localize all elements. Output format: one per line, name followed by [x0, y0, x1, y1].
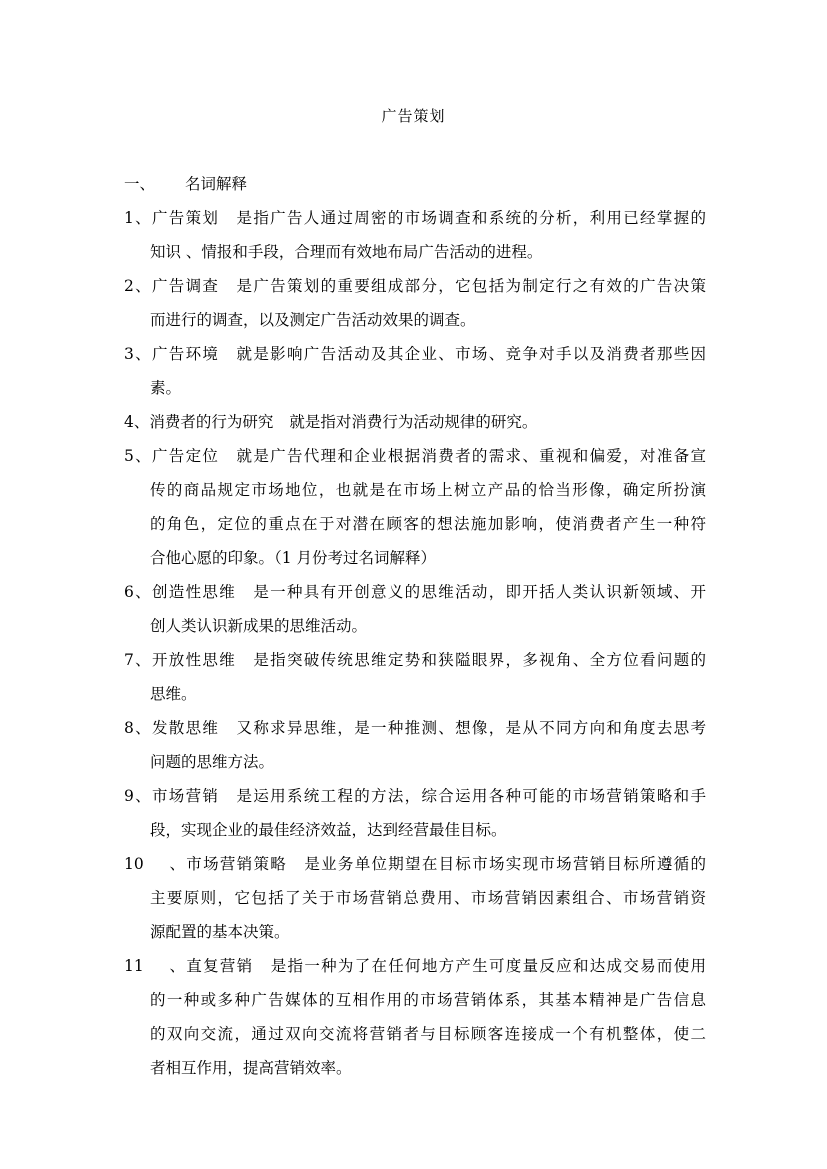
- definition-entry: [124, 649, 706, 706]
- definition-text: 就是影响广告活动及其企业、市场、竞争对手以及消费者那些因: [235, 345, 706, 363]
- definition-entry: [124, 785, 706, 842]
- definition-number: 7、: [124, 651, 152, 669]
- section-heading: [124, 173, 706, 196]
- definition-entry: [124, 343, 706, 400]
- definition-entry: [124, 445, 706, 570]
- definition-first-line: [124, 581, 706, 604]
- definition-term: 市场营销: [152, 787, 220, 805]
- definition-text: 是指一种为了在任何地方产生可度量反应和达成交易而使用: [269, 957, 706, 975]
- definition-first-line: [124, 207, 706, 230]
- definition-continuation-line: 素。: [150, 379, 182, 397]
- definition-first-line: [124, 853, 706, 876]
- definition-continuation-line: 创人类认识新成果的思维活动。: [150, 617, 368, 635]
- definition-continuation-line: 的双向交流，通过双向交流将营销者与目标顾客连接成一个有机整体，使二: [150, 1025, 706, 1043]
- definition-continuation-line: 的一种或多种广告媒体的互相作用的市场营销体系，其基本精神是广告信息: [150, 991, 706, 1009]
- definition-entry: [124, 853, 706, 944]
- definition-number: 10、: [124, 855, 185, 873]
- section-heading-text: 名词解释: [185, 175, 248, 193]
- definition-first-line: [124, 445, 706, 468]
- definition-term: 市场营销策略: [185, 855, 288, 873]
- definition-number: 3、: [124, 345, 152, 363]
- definition-text: 是指广告人通过周密的市场调查和系统的分析，利用已经掌握的: [235, 209, 706, 227]
- definition-text: 是业务单位期望在目标市场实现市场营销目标所遵循的: [303, 855, 706, 873]
- definition-continuation-line: 的角色，定位的重点在于对潜在顾客的想法施加影响，使消费者产生一种符: [150, 515, 706, 533]
- definition-number: 8、: [124, 719, 152, 737]
- definition-continuation-line: 者相互作用，提高营销效率。: [150, 1059, 352, 1077]
- definition-text: 是广告策划的重要组成部分，它包括为制定行之有效的广告决策: [235, 277, 706, 295]
- definition-continuation-line: 而进行的调查，以及测定广告活动效果的调查。: [150, 311, 476, 329]
- definition-entry: [124, 717, 706, 774]
- definition-number: 1、: [124, 209, 152, 227]
- definition-first-line: [124, 955, 706, 978]
- definition-term: 消费者的行为研究: [149, 413, 274, 431]
- definition-continuation-line: 知识 、情报和手段，合理而有效地布局广告活动的进程。: [150, 243, 543, 261]
- definition-number: 11、: [124, 957, 185, 975]
- definition-first-line: [124, 275, 706, 298]
- definition-number: 4、: [124, 413, 150, 431]
- definition-first-line: [124, 343, 706, 366]
- definition-text: 是一种具有开创意义的思维活动，即开括人类认识新领域、开: [252, 583, 706, 601]
- definition-term: 直复营销: [185, 957, 254, 975]
- definition-entry: [124, 581, 706, 638]
- definition-continuation-line: 思维。: [150, 685, 197, 703]
- definition-text: 就是指对消费行为活动规律的研究。: [289, 413, 538, 431]
- definition-term: 广告定位: [152, 447, 220, 465]
- definition-entry: [124, 275, 706, 332]
- definition-first-line: [124, 717, 706, 740]
- definition-number: 5、: [124, 447, 152, 465]
- definition-text: 就是广告代理和企业根据消费者的需求、重视和偏爱，对准备宣: [235, 447, 706, 465]
- definition-term: 开放性思维: [152, 651, 237, 669]
- definition-continuation-line: 源配置的基本决策。: [150, 923, 290, 941]
- definition-text: 又称求异思维，是一种推测、想像，是从不同方向和角度去思考: [235, 719, 706, 737]
- definition-entry: [124, 411, 706, 434]
- definition-entry: [124, 207, 706, 264]
- definition-number: 2、: [124, 277, 152, 295]
- document-title: 广告策划: [381, 107, 446, 125]
- definition-number: 6、: [124, 583, 152, 601]
- definition-text: 是运用系统工程的方法，综合运用各种可能的市场营销策略和手: [235, 787, 706, 805]
- definition-continuation-line: 问题的思维方法。: [150, 753, 275, 771]
- definition-continuation-line: 合他心愿的印象。（1 月份考过名词解释）: [150, 549, 437, 567]
- definition-number: 9、: [124, 787, 152, 805]
- definition-text: 是指突破传统思维定势和狭隘眼界，多视角、全方位看问题的: [252, 651, 706, 669]
- definition-first-line: [124, 649, 706, 672]
- definition-list: [124, 207, 706, 1080]
- definition-term: 创造性思维: [152, 583, 237, 601]
- definition-term: 广告调查: [152, 277, 220, 295]
- definition-entry: [124, 955, 706, 1080]
- definition-term: 发散思维: [152, 719, 220, 737]
- definition-continuation-line: 主要原则，它包括了关于市场营销总费用、市场营销因素组合、市场营销资: [150, 889, 706, 907]
- definition-first-line: [124, 411, 706, 434]
- definition-continuation-line: 段，实现企业的最佳经济效益，达到经营最佳目标。: [150, 821, 507, 839]
- definition-first-line: [124, 785, 706, 808]
- definition-term: 广告环境: [152, 345, 220, 363]
- definition-term: 广告策划: [152, 209, 220, 227]
- definition-continuation-line: 传的商品规定市场地位，也就是在市场上树立产品的恰当形像，确定所扮演: [150, 481, 706, 499]
- section-number: 一、: [124, 175, 156, 193]
- document-body: [124, 173, 706, 1091]
